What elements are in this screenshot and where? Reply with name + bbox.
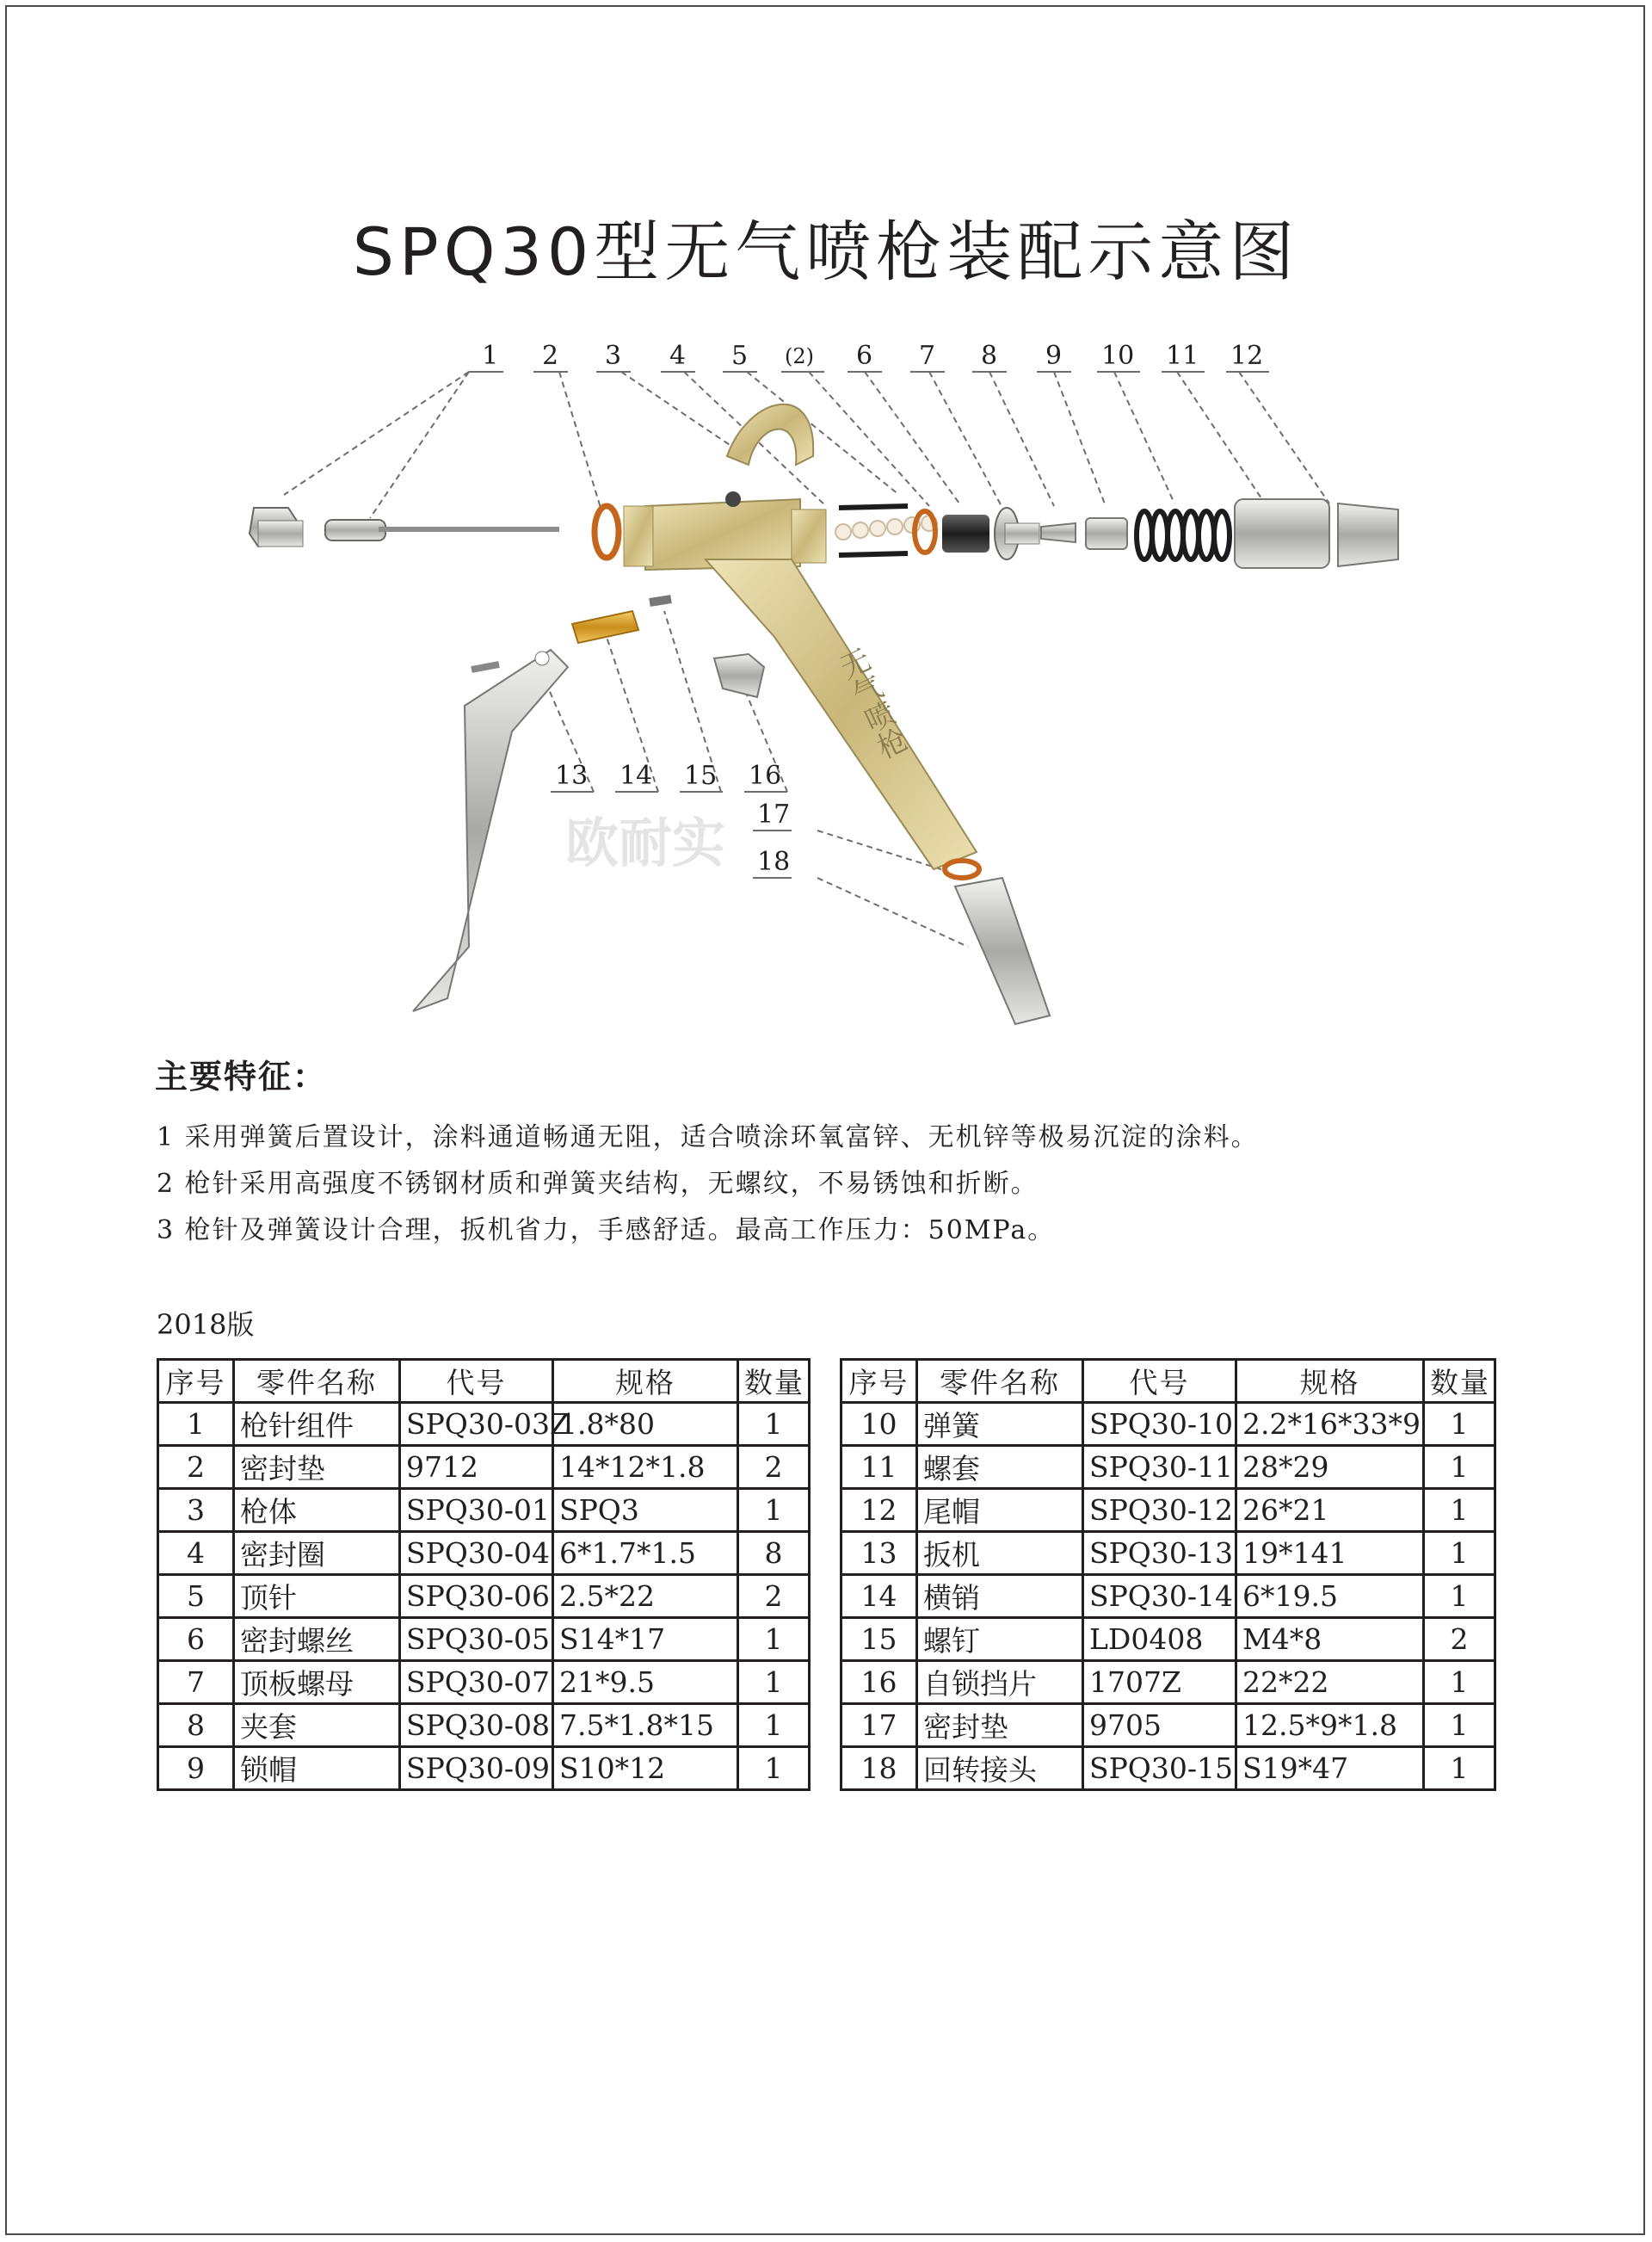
table-row <box>158 1532 810 1575</box>
callout-1: 1 <box>482 341 499 371</box>
callout-2b: (2) <box>785 344 814 368</box>
parts-table-right <box>840 1358 1496 1791</box>
callout-6: 6 <box>856 341 873 371</box>
cell-spec: 2.5*22 <box>553 1575 738 1618</box>
cell-index: 15 <box>841 1618 917 1661</box>
cell-code: SPQ30-08 <box>400 1704 553 1747</box>
cell-index: 8 <box>158 1704 234 1747</box>
cell-part-name: 密封螺丝 <box>234 1618 400 1661</box>
cell-index: 13 <box>841 1532 917 1575</box>
cell-spec: S10*12 <box>553 1747 738 1790</box>
assembly-drawing <box>0 327 1652 1033</box>
cell-spec: 26*21 <box>1236 1489 1424 1532</box>
parts-table-left <box>157 1358 811 1791</box>
cell-spec: 21*9.5 <box>553 1661 738 1704</box>
cell-spec: 28*29 <box>1236 1446 1424 1489</box>
cell-spec: S19*47 <box>1236 1747 1424 1790</box>
part-tail-cap <box>1338 503 1398 566</box>
cell-index: 6 <box>158 1618 234 1661</box>
cell-quantity: 1 <box>738 1747 810 1790</box>
cell-code: SPQ30-07 <box>400 1661 553 1704</box>
table-row <box>158 1618 810 1661</box>
cell-code: 1707Z <box>1083 1661 1236 1704</box>
cell-code: 9705 <box>1083 1704 1236 1747</box>
table-row <box>158 1489 810 1532</box>
cell-index: 12 <box>841 1489 917 1532</box>
part-gun-body <box>624 405 977 869</box>
header-part-name: 零件名称 <box>917 1360 1083 1403</box>
callout-7: 7 <box>919 341 936 371</box>
cell-spec: M4*8 <box>1236 1618 1424 1661</box>
cell-quantity: 1 <box>1424 1489 1495 1532</box>
cell-quantity: 1 <box>738 1661 810 1704</box>
cell-spec: 19*141 <box>1236 1532 1424 1575</box>
cell-part-name: 弹簧 <box>917 1403 1083 1446</box>
cell-index: 17 <box>841 1704 917 1747</box>
part-threaded-sleeve <box>1235 499 1329 568</box>
cell-part-name: 锁帽 <box>234 1747 400 1790</box>
callout-11: 11 <box>1166 341 1199 371</box>
part-o-rings <box>835 516 937 540</box>
header-quantity: 数量 <box>1424 1360 1495 1403</box>
part-swivel-joint <box>955 878 1050 1024</box>
cell-spec: 6*19.5 <box>1236 1575 1424 1618</box>
table-row <box>841 1446 1495 1489</box>
table-row <box>158 1704 810 1747</box>
cell-quantity: 1 <box>738 1403 810 1446</box>
table-row <box>841 1575 1495 1618</box>
cell-part-name: 密封圈 <box>234 1532 400 1575</box>
cell-code: 9712 <box>400 1446 553 1489</box>
cell-index: 18 <box>841 1747 917 1790</box>
cell-quantity: 8 <box>738 1532 810 1575</box>
callout-12: 12 <box>1230 341 1264 371</box>
callout-3: 3 <box>605 341 622 371</box>
header-quantity: 数量 <box>738 1360 810 1403</box>
cell-code: SPQ30-13 <box>1083 1532 1236 1575</box>
feature-item-3: 3 枪针及弹簧设计合理，扳机省力，手感舒适。最高工作压力：50MPa。 <box>157 1215 1056 1245</box>
cell-spec: SPQ3 <box>553 1489 738 1532</box>
cell-spec: 14*12*1.8 <box>553 1446 738 1489</box>
part-lock-plate <box>714 654 764 697</box>
cell-quantity: 2 <box>738 1446 810 1489</box>
feature-item-2: 2 枪针采用高强度不锈钢材质和弹簧夹结构，无螺纹，不易锈蚀和折断。 <box>157 1169 1039 1199</box>
part-cross-pin <box>572 611 638 643</box>
gun-body-stamp: 无气喷枪 <box>830 644 911 765</box>
table-row <box>841 1618 1495 1661</box>
callout-5: 5 <box>731 341 749 371</box>
part-copper-gasket <box>595 506 619 558</box>
part-collet <box>1041 523 1076 542</box>
cell-index: 2 <box>158 1446 234 1489</box>
cell-code: SPQ30-05 <box>400 1618 553 1661</box>
cell-spec: 22*22 <box>1236 1661 1424 1704</box>
table-row <box>841 1704 1495 1747</box>
cell-part-name: 螺钉 <box>917 1618 1083 1661</box>
cell-index: 1 <box>158 1403 234 1446</box>
exploded-diagram <box>0 327 1652 1033</box>
cell-part-name: 枪针组件 <box>234 1403 400 1446</box>
feature-item-1: 1 采用弹簧后置设计，涂料通道畅通无阻，适合喷涂环氧富锌、无机锌等极易沉淀的涂料。 <box>157 1122 1259 1152</box>
cell-quantity: 1 <box>1424 1446 1495 1489</box>
callout-10: 10 <box>1101 341 1135 371</box>
table-header-row <box>841 1360 1495 1403</box>
header-spec: 规格 <box>1236 1360 1424 1403</box>
cell-index: 16 <box>841 1661 917 1704</box>
cell-code: SPQ30-04 <box>400 1532 553 1575</box>
cell-quantity: 2 <box>738 1575 810 1618</box>
cell-part-name: 密封垫 <box>234 1446 400 1489</box>
cell-quantity: 1 <box>738 1618 810 1661</box>
page-title: SPQ30型无气喷枪装配示意图 <box>352 213 1300 290</box>
callout-9: 9 <box>1045 341 1063 371</box>
table-row <box>841 1532 1495 1575</box>
cell-part-name: 夹套 <box>234 1704 400 1747</box>
part-seal-screw <box>942 515 989 553</box>
cell-code: SPQ30-10 <box>1083 1403 1236 1446</box>
table-row <box>158 1446 810 1489</box>
table-row <box>158 1747 810 1790</box>
cell-spec: 7.5*1.8*15 <box>553 1704 738 1747</box>
cell-index: 4 <box>158 1532 234 1575</box>
cell-spec: 2.2*16*33*9 <box>1236 1403 1424 1446</box>
cell-code: LD0408 <box>1083 1618 1236 1661</box>
table-row <box>841 1661 1495 1704</box>
cell-part-name: 螺套 <box>917 1446 1083 1489</box>
table-row <box>158 1575 810 1618</box>
cell-part-name: 尾帽 <box>917 1489 1083 1532</box>
cell-spec: S14*17 <box>553 1618 738 1661</box>
cell-code: SPQ30-09 <box>400 1747 553 1790</box>
cell-quantity: 1 <box>1424 1747 1495 1790</box>
features-heading: 主要特征： <box>155 1058 328 1096</box>
callout-14: 14 <box>620 761 653 791</box>
callout-17: 17 <box>757 800 791 830</box>
cell-quantity: 1 <box>738 1489 810 1532</box>
cell-index: 14 <box>841 1575 917 1618</box>
callout-15: 15 <box>684 761 718 791</box>
cell-code: SPQ30-03Z <box>400 1403 553 1446</box>
table-row <box>158 1661 810 1704</box>
cell-part-name: 回转接头 <box>917 1747 1083 1790</box>
part-screw <box>650 599 671 602</box>
header-part-name: 零件名称 <box>234 1360 400 1403</box>
header-index: 序号 <box>841 1360 917 1403</box>
cell-part-name: 顶板螺母 <box>234 1661 400 1704</box>
part-needle-assembly <box>250 508 559 547</box>
cell-code: SPQ30-06 <box>400 1575 553 1618</box>
header-code: 代号 <box>400 1360 553 1403</box>
cell-index: 10 <box>841 1403 917 1446</box>
part-copper-gasket-3 <box>945 861 979 878</box>
cell-quantity: 1 <box>1424 1661 1495 1704</box>
cell-code: SPQ30-14 <box>1083 1575 1236 1618</box>
table-header-row <box>158 1360 810 1403</box>
cell-index: 11 <box>841 1446 917 1489</box>
table-row <box>841 1747 1495 1790</box>
cell-quantity: 1 <box>1424 1575 1495 1618</box>
cell-index: 5 <box>158 1575 234 1618</box>
table-row <box>158 1403 810 1446</box>
callout-13: 13 <box>555 761 589 791</box>
version-label: 2018版 <box>157 1308 255 1341</box>
header-code: 代号 <box>1083 1360 1236 1403</box>
callout-4: 4 <box>669 341 687 371</box>
part-lock-cap <box>1086 518 1127 549</box>
cell-code: SPQ30-01 <box>400 1489 553 1532</box>
cell-index: 9 <box>158 1747 234 1790</box>
header-index: 序号 <box>158 1360 234 1403</box>
part-top-plate-nut <box>995 508 1039 559</box>
callout-18: 18 <box>757 847 791 877</box>
cell-index: 3 <box>158 1489 234 1532</box>
watermark-logo-text: 欧耐实 <box>564 812 725 874</box>
cell-spec: 12.5*9*1.8 <box>1236 1704 1424 1747</box>
cell-spec: 1.8*80 <box>553 1403 738 1446</box>
cell-code: SPQ30-11 <box>1083 1446 1236 1489</box>
cell-part-name: 扳机 <box>917 1532 1083 1575</box>
table-row <box>841 1489 1495 1532</box>
cell-quantity: 1 <box>1424 1532 1495 1575</box>
cell-code: SPQ30-15 <box>1083 1747 1236 1790</box>
cell-part-name: 自锁挡片 <box>917 1661 1083 1704</box>
cell-code: SPQ30-12 <box>1083 1489 1236 1532</box>
cell-part-name: 枪体 <box>234 1489 400 1532</box>
cell-part-name: 密封垫 <box>917 1704 1083 1747</box>
cell-quantity: 1 <box>738 1704 810 1747</box>
callout-8: 8 <box>981 341 998 371</box>
cell-spec: 6*1.7*1.5 <box>553 1532 738 1575</box>
cell-index: 7 <box>158 1661 234 1704</box>
callout-16: 16 <box>749 761 782 791</box>
cell-quantity: 1 <box>1424 1704 1495 1747</box>
part-spring <box>1137 511 1230 559</box>
table-row <box>841 1403 1495 1446</box>
cell-quantity: 1 <box>1424 1403 1495 1446</box>
cell-quantity: 2 <box>1424 1618 1495 1661</box>
cell-part-name: 横销 <box>917 1575 1083 1618</box>
callout-2: 2 <box>542 341 559 371</box>
header-spec: 规格 <box>553 1360 738 1403</box>
cell-part-name: 顶针 <box>234 1575 400 1618</box>
